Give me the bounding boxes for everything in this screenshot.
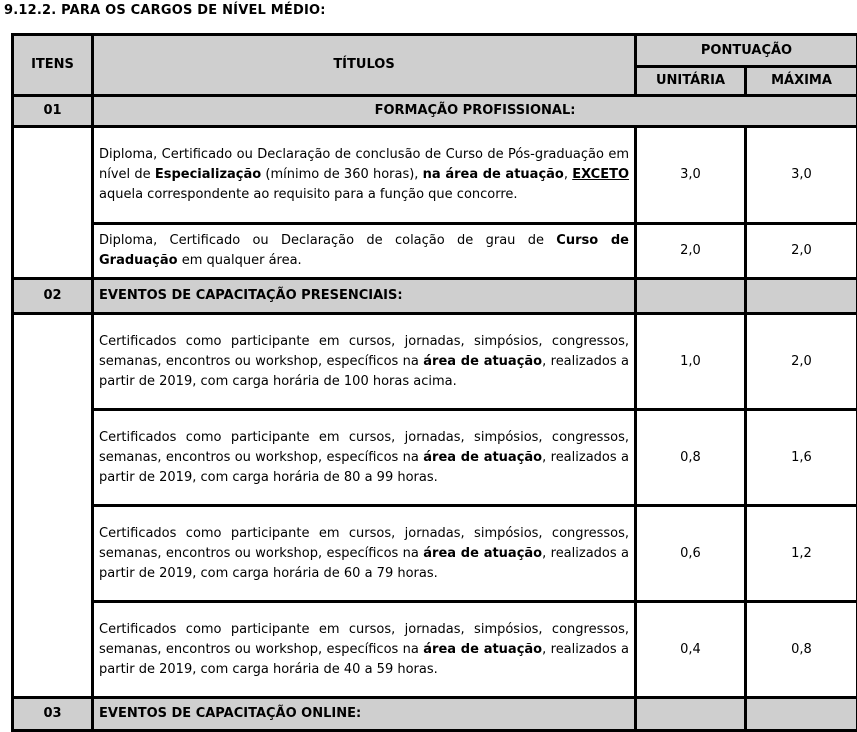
title-cell: Certificados como participante em cursos, jornadas, simpósios, congressos, semanas, encontros ou workshop, específicos na área de atuação, realizados a partir de 2019, com carga horária de 60 a 79 horas.: [93, 506, 636, 602]
header-unitaria: UNITÁRIA: [636, 67, 746, 96]
unitaria-value: 1,0: [636, 314, 746, 410]
section-row: [13, 279, 857, 314]
title-cell: Diploma, Certificado ou Declaração de colação de grau de Curso de Graduação em qualquer área.: [93, 224, 636, 279]
header-pontuacao: PONTUAÇÃO: [636, 35, 857, 67]
maxima-value: 2,0: [746, 314, 857, 410]
table-row: [13, 410, 857, 506]
section-row: [13, 96, 857, 127]
title-cell: Certificados como participante em cursos, jornadas, simpósios, congressos, semanas, encontros ou workshop, específicos na área de atuação, realizados a partir de 2019, com carga horária de 100 horas acima.: [93, 314, 636, 410]
unitaria-value: 2,0: [636, 224, 746, 279]
header-titulos: TÍTULOS: [93, 35, 636, 96]
title-cell: Certificados como participante em cursos, jornadas, simpósios, congressos, semanas, encontros ou workshop, específicos na área de atuação, realizados a partir de 2019, com carga horária de 80 a 99 horas.: [93, 410, 636, 506]
table-row: [13, 506, 857, 602]
table-row: [13, 602, 857, 698]
maxima-value: 3,0: [746, 127, 857, 224]
section-heading: 9.12.2. PARA OS CARGOS DE NÍVEL MÉDIO:: [4, 3, 326, 18]
table-row: [13, 127, 857, 224]
section-row: [13, 698, 857, 731]
header-maxima: MÁXIMA: [746, 67, 857, 96]
maxima-value: 1,6: [746, 410, 857, 506]
item-empty-cell: [13, 314, 93, 698]
section-item-number: 02: [13, 279, 93, 314]
scoring-table: [11, 33, 857, 732]
unitaria-value: 0,8: [636, 410, 746, 506]
maxima-value: 2,0: [746, 224, 857, 279]
unitaria-value: 0,4: [636, 602, 746, 698]
section-title: EVENTOS DE CAPACITAÇÃO PRESENCIAIS:: [93, 279, 636, 314]
maxima-value: 1,2: [746, 506, 857, 602]
table-row: [13, 314, 857, 410]
section-item-number: 03: [13, 698, 93, 731]
item-empty-cell: [13, 127, 93, 279]
unitaria-value: 0,6: [636, 506, 746, 602]
section-title: FORMAÇÃO PROFISSIONAL:: [93, 96, 857, 127]
section-item-number: 01: [13, 96, 93, 127]
title-cell: Certificados como participante em cursos, jornadas, simpósios, congressos, semanas, encontros ou workshop, específicos na área de atuação, realizados a partir de 2019, com carga horária de 40 a 59 horas.: [93, 602, 636, 698]
header-itens: ITENS: [13, 35, 93, 96]
maxima-value: 0,8: [746, 602, 857, 698]
table-row: [13, 224, 857, 279]
section-empty-cell: [636, 698, 746, 731]
title-cell: Diploma, Certificado ou Declaração de conclusão de Curso de Pós-graduação em nível de Especialização (mínimo de 360 horas), na área de atuação, EXCETO aquela correspondente ao requisito para a função que concorre.: [93, 127, 636, 224]
section-empty-cell: [746, 279, 857, 314]
unitaria-value: 3,0: [636, 127, 746, 224]
section-empty-cell: [746, 698, 857, 731]
section-empty-cell: [636, 279, 746, 314]
section-title: EVENTOS DE CAPACITAÇÃO ONLINE:: [93, 698, 636, 731]
